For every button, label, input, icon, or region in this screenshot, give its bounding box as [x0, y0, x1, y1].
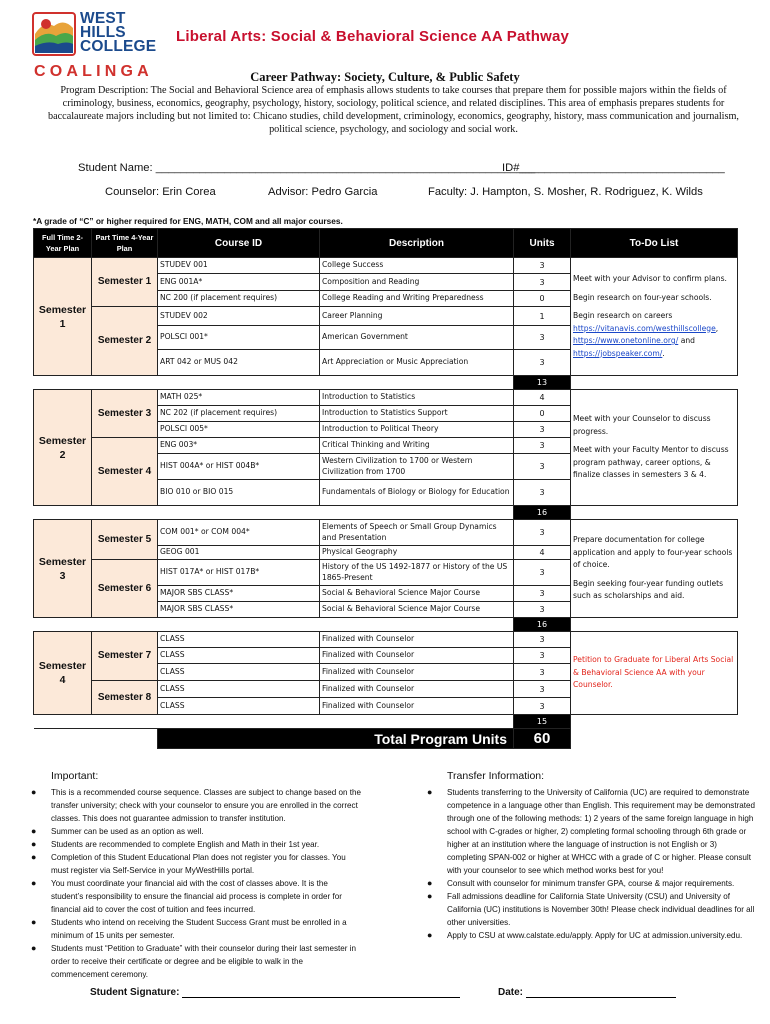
course-description: Introduction to Statistics Support [320, 406, 514, 422]
faculty-names: Faculty: J. Hampton, S. Mosher, R. Rodriguez, K. Wilds [428, 186, 703, 198]
part-time-semester-3: Semester 3 [92, 390, 158, 438]
total-spacer [571, 729, 738, 749]
list-item [31, 916, 361, 942]
course-id: NC 202 (if placement requires) [158, 406, 320, 422]
bullet-icon: ● [31, 917, 37, 927]
student-id-field[interactable]: ID#_________________________________ [502, 162, 725, 174]
course-units: 3 [514, 422, 571, 438]
list-item [31, 851, 361, 877]
part-time-semester-5: Semester 5 [92, 520, 158, 560]
vitanavis-link[interactable]: https://vitanavis.com/westhillscollege [573, 323, 716, 333]
course-description: History of the US 1492-1877 or History of the US 1865-Present [320, 560, 514, 586]
career-pathway: Career Pathway: Society, Culture, & Public Safety [250, 70, 520, 84]
course-description: Career Planning [320, 307, 514, 326]
course-units: 3 [514, 664, 571, 681]
course-description: Elements of Speech or Small Group Dynamics and Presentation [320, 520, 514, 546]
list-item [427, 877, 757, 890]
course-id: POLSCI 001* [158, 326, 320, 350]
list-item [31, 942, 361, 981]
course-units: 0 [514, 291, 571, 307]
course-description: Social & Behavioral Science Major Course [320, 586, 514, 602]
course-description: Western Civilization to 1700 or Western Civilization from 1700 [320, 454, 514, 480]
semester-total-row [34, 506, 738, 520]
table-row [34, 632, 738, 648]
course-description: Fundamentals of Biology or Biology for Education [320, 480, 514, 506]
table-row [34, 258, 738, 274]
course-units: 3 [514, 560, 571, 586]
important-list [31, 786, 361, 981]
transfer-item-text: Consult with counselor for minimum transfer GPA, course & major requirements. [447, 879, 735, 888]
semester-total-row [34, 618, 738, 632]
full-time-semester-2: Semester 2 [34, 390, 92, 506]
part-time-semester-1: Semester 1 [92, 258, 158, 307]
course-units: 4 [514, 546, 571, 560]
header-todo: To-Do List [571, 229, 738, 258]
course-plan-table [33, 228, 738, 749]
semester-2-total: 16 [514, 506, 571, 520]
semester-total-spacer [571, 506, 738, 520]
bullet-icon: ● [31, 878, 37, 888]
course-units: 3 [514, 681, 571, 698]
bullet-icon: ● [427, 787, 433, 797]
part-time-semester-6: Semester 6 [92, 560, 158, 618]
course-id: ART 042 or MUS 042 [158, 350, 320, 376]
course-description: Social & Behavioral Science Major Course [320, 602, 514, 618]
todo-item [573, 310, 735, 360]
todo-item: Meet with your Faculty Mentor to discuss program pathway, career options, & finalize classes in semesters 3 & 4. [573, 445, 729, 480]
jobspeaker-link[interactable]: https://jobspeaker.com/ [573, 348, 663, 358]
course-description: Art Appreciation or Music Appreciation [320, 350, 514, 376]
course-units: 3 [514, 326, 571, 350]
semester-total-row [34, 376, 738, 390]
course-id: MATH 025* [158, 390, 320, 406]
course-description: Introduction to Statistics [320, 390, 514, 406]
grade-requirement-note: *A grade of “C” or higher required for ENG, MATH, COM and all major courses. [33, 216, 343, 226]
course-description: Critical Thinking and Writing [320, 438, 514, 454]
date-field[interactable] [498, 987, 676, 998]
todo-item: Prepare documentation for college application and apply to four-year schools of choice. [573, 535, 733, 570]
header-part-time: Part Time 4-Year Plan [92, 229, 158, 258]
part-time-semester-2: Semester 2 [92, 307, 158, 376]
list-item [31, 825, 361, 838]
course-id: ENG 001A* [158, 274, 320, 291]
todo-and: and [678, 336, 695, 345]
course-units: 4 [514, 390, 571, 406]
student-signature-label: Student Signature: [90, 987, 180, 998]
counselor-name: Counselor: Erin Corea [105, 186, 216, 198]
course-units: 3 [514, 438, 571, 454]
list-item [427, 786, 757, 877]
course-units: 1 [514, 307, 571, 326]
course-description: College Reading and Writing Preparedness [320, 291, 514, 307]
course-units: 3 [514, 698, 571, 715]
semester-total-spacer [571, 618, 738, 632]
todo-semester-4 [571, 632, 738, 715]
todo-separator: , [715, 323, 719, 333]
course-id: CLASS [158, 698, 320, 715]
course-id: POLSCI 005* [158, 422, 320, 438]
header-course-id: Course ID [158, 229, 320, 258]
list-item [31, 877, 361, 916]
student-signature-field[interactable] [90, 987, 460, 998]
table-header-row [34, 229, 738, 258]
important-item-text: Students are recommended to complete English and Math in their 1st year. [51, 840, 320, 849]
todo-item: Petition to Graduate for Liberal Arts Social & Behavioral Science AA with your Counselor. [573, 655, 734, 690]
onetonline-link[interactable]: https://www.onetonline.org/ [573, 336, 679, 345]
course-units: 3 [514, 258, 571, 274]
todo-semester-1 [571, 258, 738, 376]
course-id: STUDEV 001 [158, 258, 320, 274]
semester-3-total: 16 [514, 618, 571, 632]
logo-wordmark [80, 12, 156, 54]
important-item-text: Completion of this Student Educational Plan does not register you for classes. You must register via Self-Service in your MyWestHills portal. [51, 853, 346, 875]
bullet-icon: ● [31, 943, 37, 953]
course-units: 3 [514, 648, 571, 664]
course-description: Finalized with Counselor [320, 648, 514, 664]
full-time-semester-4: Semester 4 [34, 632, 92, 715]
course-id: NC 200 (if placement requires) [158, 291, 320, 307]
important-item-text: You must coordinate your financial aid with the cost of classes above. It is the student’s responsibility to ensure the financial aid process is complete in order for financial aid to cover the cost of tuition and fees incurred. [51, 879, 342, 914]
transfer-item-text: Students transferring to the University of California (UC) are required to demonstrate competence in a language other than English. This requirement may be demonstrated through one of the following methods: 1) 2 years of the same foreign language in high school with C-grades or higher, 2) completing formal schooling through 6th grade or higher at an institution where the language of instruction is not English or 3) completing SPAN-002 or higher at WHCC with a grade of C or higher. Please consult with your counselor to see which method works best for you! [447, 788, 756, 875]
bullet-icon: ● [31, 787, 37, 797]
semester-total-spacer [34, 618, 514, 632]
todo-item: Begin research on four-year schools. [573, 292, 712, 302]
total-program-units-label: Total Program Units [158, 729, 514, 749]
important-title: Important: [51, 770, 99, 782]
date-line[interactable] [526, 988, 676, 998]
course-description: Physical Geography [320, 546, 514, 560]
transfer-list [427, 786, 757, 942]
course-description: College Success [320, 258, 514, 274]
todo-semester-2 [571, 390, 738, 506]
header-full-time: Full Time 2-Year Plan [34, 229, 92, 258]
course-units: 0 [514, 406, 571, 422]
course-units: 3 [514, 350, 571, 376]
course-description: Finalized with Counselor [320, 632, 514, 648]
logo-line-2: HILLS [80, 24, 126, 41]
semester-4-total: 15 [514, 715, 571, 729]
course-description: Introduction to Political Theory [320, 422, 514, 438]
semester-total-spacer [34, 506, 514, 520]
header-units: Units [514, 229, 571, 258]
total-spacer [34, 729, 158, 749]
todo-item: Begin seeking four-year funding outlets such as scholarships and aid. [573, 578, 724, 601]
course-id: CLASS [158, 681, 320, 698]
semester-total-spacer [571, 376, 738, 390]
bullet-icon: ● [31, 826, 37, 836]
list-item [31, 786, 361, 825]
course-id: CLASS [158, 648, 320, 664]
course-id: STUDEV 002 [158, 307, 320, 326]
semester-total-spacer [34, 376, 514, 390]
logo-line-1: WEST [80, 10, 126, 27]
semester-total-row [34, 715, 738, 729]
course-description: American Government [320, 326, 514, 350]
transfer-item-text: Fall admissions deadline for California State University (CSU) and University of California (UC) institutions is November 30th! Please check individual deadlines for all other universities. [447, 892, 755, 927]
todo-item: Meet with your Advisor to confirm plans. [573, 274, 727, 283]
course-id: MAJOR SBS CLASS* [158, 602, 320, 618]
transfer-title: Transfer Information: [447, 770, 545, 782]
course-units: 3 [514, 632, 571, 648]
logo-campus: COALINGA [34, 63, 153, 80]
header-description: Description [320, 229, 514, 258]
part-time-semester-4: Semester 4 [92, 438, 158, 506]
course-units: 3 [514, 274, 571, 291]
course-units: 3 [514, 454, 571, 480]
course-units: 3 [514, 480, 571, 506]
course-units: 3 [514, 586, 571, 602]
total-row [34, 729, 738, 749]
course-id: ENG 003* [158, 438, 320, 454]
student-signature-line[interactable] [182, 988, 460, 998]
course-id: CLASS [158, 632, 320, 648]
important-item-text: Students must “Petition to Graduate” with their counselor during their last semester in order to receive their certificate or degree and be eligible to walk in the commencement ceremony. [51, 944, 357, 979]
important-item-text: Students who intend on receiving the Student Success Grant must be enrolled in a minimum of 15 units per semester. [51, 918, 347, 940]
course-units: 3 [514, 520, 571, 546]
todo-item: Meet with your Counselor to discuss progress. [573, 414, 711, 436]
list-item[interactable] [427, 929, 757, 942]
course-description: Finalized with Counselor [320, 681, 514, 698]
course-id: COM 001* or COM 004* [158, 520, 320, 546]
course-id: HIST 004A* or HIST 004B* [158, 454, 320, 480]
semester-total-spacer [571, 715, 738, 729]
full-time-semester-1: Semester 1 [34, 258, 92, 376]
table-row [34, 390, 738, 406]
course-description: Composition and Reading [320, 274, 514, 291]
advisor-name: Advisor: Pedro Garcia [268, 186, 378, 198]
semester-total-spacer [34, 715, 514, 729]
course-id: HIST 017A* or HIST 017B* [158, 560, 320, 586]
program-description: Program Description: The Social and Behavioral Science area of emphasis allows students to take courses that prepare them for possible majors within the fields of criminology, business, economics, geography, psychology, history, sociology, political science, and related disciplines. This area of emphasis prepares students for baccalaureate majors including but not limited to: Chicano studies, child development, criminology, economics, geography, history, mass communication and journalism, political science, psychology, and sociology and social work. [48, 85, 739, 135]
list-item [427, 890, 757, 929]
date-label: Date: [498, 987, 524, 998]
table-row [34, 520, 738, 546]
logo-line-3: COLLEGE [80, 38, 157, 55]
part-time-semester-8: Semester 8 [92, 681, 158, 715]
bullet-icon: ● [31, 839, 37, 849]
todo-end: . [662, 348, 665, 358]
course-id: CLASS [158, 664, 320, 681]
bullet-icon: ● [31, 852, 37, 862]
course-id: MAJOR SBS CLASS* [158, 586, 320, 602]
course-description: Finalized with Counselor [320, 664, 514, 681]
bullet-icon: ● [427, 878, 433, 888]
semester-1-total: 13 [514, 376, 571, 390]
course-units: 3 [514, 602, 571, 618]
todo-semester-3 [571, 520, 738, 618]
student-name-field[interactable]: Student Name: _____________________________________________________________ [78, 162, 536, 174]
todo-text: Begin research on careers [573, 311, 673, 320]
course-id: GEOG 001 [158, 546, 320, 560]
total-program-units-value: 60 [514, 729, 571, 749]
part-time-semester-7: Semester 7 [92, 632, 158, 681]
important-item-text: This is a recommended course sequence. Classes are subject to change based on the transfer university; check with your counselor to ensure you are enrolled in the correct classes. This does not guarantee admission to transfer institution. [51, 788, 361, 823]
bullet-icon: ● [427, 930, 433, 940]
page-title: Liberal Arts: Social & Behavioral Science AA Pathway [176, 28, 570, 45]
course-id: BIO 010 or BIO 015 [158, 480, 320, 506]
course-description: Finalized with Counselor [320, 698, 514, 715]
list-item [31, 838, 361, 851]
college-logo-mark-icon [32, 12, 76, 56]
important-item-text: Summer can be used as an option as well. [51, 827, 204, 836]
full-time-semester-3: Semester 3 [34, 520, 92, 618]
bullet-icon: ● [427, 891, 433, 901]
transfer-item-text[interactable]: Apply to CSU at www.calstate.edu/apply. Apply for UC at admission.university.edu. [447, 931, 743, 940]
